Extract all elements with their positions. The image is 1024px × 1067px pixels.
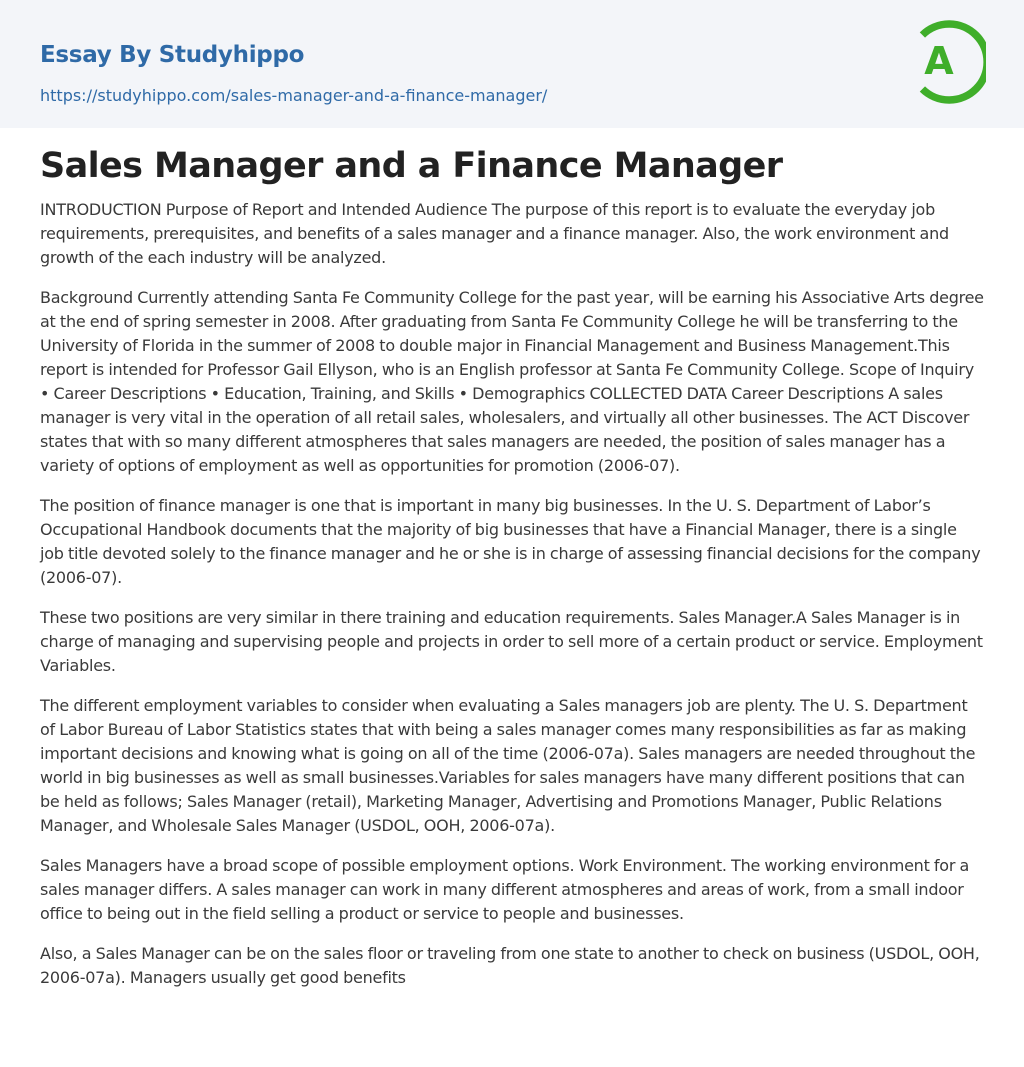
site-header xyxy=(0,0,1024,128)
essay-paragraph: Also, a Sales Manager can be on the sales floor or traveling from one state to another to check on business (USDOL, OOH, 2006-07a). Managers usually get good benefits xyxy=(40,944,980,988)
essay-title: Sales Manager and a Finance Manager xyxy=(40,146,783,186)
brand-name: Essay By Studyhippo xyxy=(40,42,305,68)
essay-paragraph: The different employment variables to consider when evaluating a Sales managers job are plenty. The U. S. Department of Labor Bureau of Labor Statistics states that with being a sales manager comes many responsibilities as far as making important decisions and knowing what is going on all of the time (2006-07a). Sales managers are needed throughout the world in big businesses as well as small businesses.Variables for sales managers have many different positions that can be held as follows; Sales Manager (retail), Marketing Manager, Advertising and Promotions Manager, Public Relations Manager, and Wholesale Sales Manager (USDOL, OOH, 2006-07a). xyxy=(40,696,976,836)
essay-url-link[interactable]: https://studyhippo.com/sales-manager-and-a-finance-manager/ xyxy=(40,86,548,105)
essay-paragraph: Sales Managers have a broad scope of possible employment options. Work Environment. The working environment for a sales manager differs. A sales manager can work in many different atmospheres and areas of work, from a small indoor office to being out in the field selling a product or service to people and businesses. xyxy=(40,856,970,924)
essay-paragraph: INTRODUCTION Purpose of Report and Intended Audience The purpose of this report is to evaluate the everyday job requirements, prerequisites, and benefits of a sales manager and a finance manager. Also, the work environment and growth of the each industry will be analyzed. xyxy=(40,200,949,268)
studyhippo-logo-icon[interactable] xyxy=(912,18,986,106)
logo-letter: A xyxy=(924,39,954,83)
essay-paragraph: The position of finance manager is one that is important in many big businesses. In the U. S. Department of Labor’s Occupational Handbook documents that the majority of big businesses that have a Financial Manager, there is a single job title devoted solely to the finance manager and he or she is in charge of assessing financial decisions for the company (2006-07). xyxy=(40,496,981,588)
essay-paragraph: These two positions are very similar in there training and education requirements. Sales Manager.A Sales Manager is in charge of managing and supervising people and projects in order to sell more of a certain product or service. Employment Variables. xyxy=(40,608,983,676)
essay-paragraph: Background Currently attending Santa Fe Community College for the past year, will be earning his Associative Arts degree at the end of spring semester in 2008. After graduating from Santa Fe Community College he will be transferring to the University of Florida in the summer of 2008 to double major in Financial Management and Business Management.This report is intended for Professor Gail Ellyson, who is an English professor at Santa Fe Community College. Scope of Inquiry • Career Descriptions • Education, Training, and Skills • Demographics COLLECTED DATA Career Descriptions A sales manager is very vital in the operation of all retail sales, wholesalers, and virtually all other businesses. The ACT Discover states that with so many different atmospheres that sales managers are needed, the position of sales manager has a variety of options of employment as well as opportunities for promotion (2006-07). xyxy=(40,288,984,476)
essay-content xyxy=(0,128,1024,990)
